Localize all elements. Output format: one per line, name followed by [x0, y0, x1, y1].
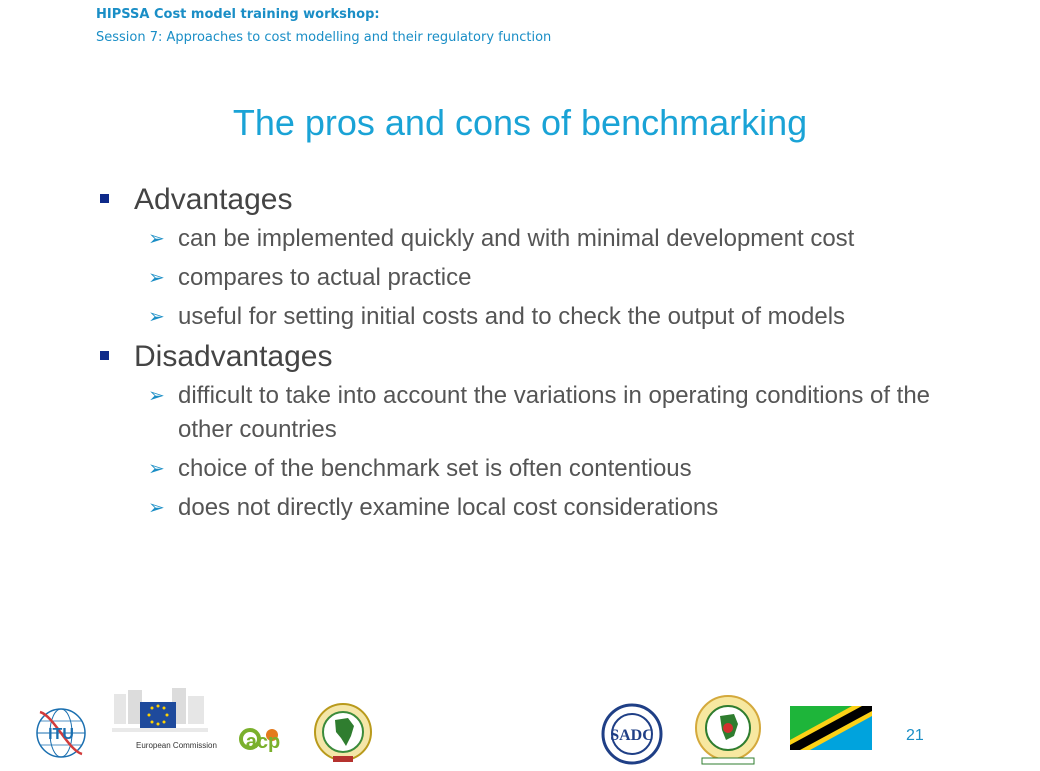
itu-logo: [34, 706, 88, 760]
slide-title: The pros and cons of benchmarking: [232, 102, 808, 143]
list-item-text: difficult to take into account the variations in operating conditions of the other countries: [178, 382, 931, 443]
page-number: 21: [906, 727, 924, 744]
list-item: [98, 261, 938, 295]
slide-body: [98, 182, 938, 530]
section-heading: Advantages: [134, 183, 293, 216]
arrow-bullet-icon: ➢: [148, 385, 165, 407]
arrow-bullet-icon: ➢: [148, 228, 165, 250]
section-heading: Disadvantages: [134, 340, 333, 373]
arrow-bullet-icon: ➢: [148, 267, 165, 289]
east-african-community-emblem: [690, 694, 766, 766]
square-bullet-icon: [100, 351, 109, 360]
square-bullet-icon: [100, 194, 109, 203]
svg-text:European Commission: European Commission: [136, 741, 217, 750]
session-subtitle: Session 7: Approaches to cost modelling and their regulatory function: [96, 30, 552, 45]
list-item-text: choice of the benchmark set is often contentious: [178, 455, 692, 482]
section-disadvantages: [98, 339, 938, 375]
svg-text:acp: acp: [245, 731, 281, 753]
list-item: [98, 222, 938, 256]
arrow-bullet-icon: ➢: [148, 497, 165, 519]
list-item-text: can be implemented quickly and with minimal development cost: [178, 225, 855, 252]
sadc-logo: [600, 702, 664, 766]
african-union-emblem: [308, 702, 378, 764]
svg-text:ITU: ITU: [48, 726, 74, 743]
list-item: [98, 379, 938, 447]
workshop-title: HIPSSA Cost model training workshop:: [96, 7, 380, 22]
arrow-bullet-icon: ➢: [148, 306, 165, 328]
list-item-text: compares to actual practice: [178, 264, 472, 291]
list-item-text: useful for setting initial costs and to check the output of models: [178, 303, 846, 330]
list-item: [98, 452, 938, 486]
european-commission-logo: [112, 686, 217, 766]
arrow-bullet-icon: ➢: [148, 458, 165, 480]
list-item: [98, 491, 938, 525]
list-item-text: does not directly examine local cost considerations: [178, 494, 719, 521]
tanzania-flag: [790, 706, 872, 750]
svg-text:SADC: SADC: [610, 727, 654, 744]
list-item: [98, 300, 938, 334]
acp-logo: [228, 712, 298, 762]
section-advantages: [98, 182, 938, 218]
